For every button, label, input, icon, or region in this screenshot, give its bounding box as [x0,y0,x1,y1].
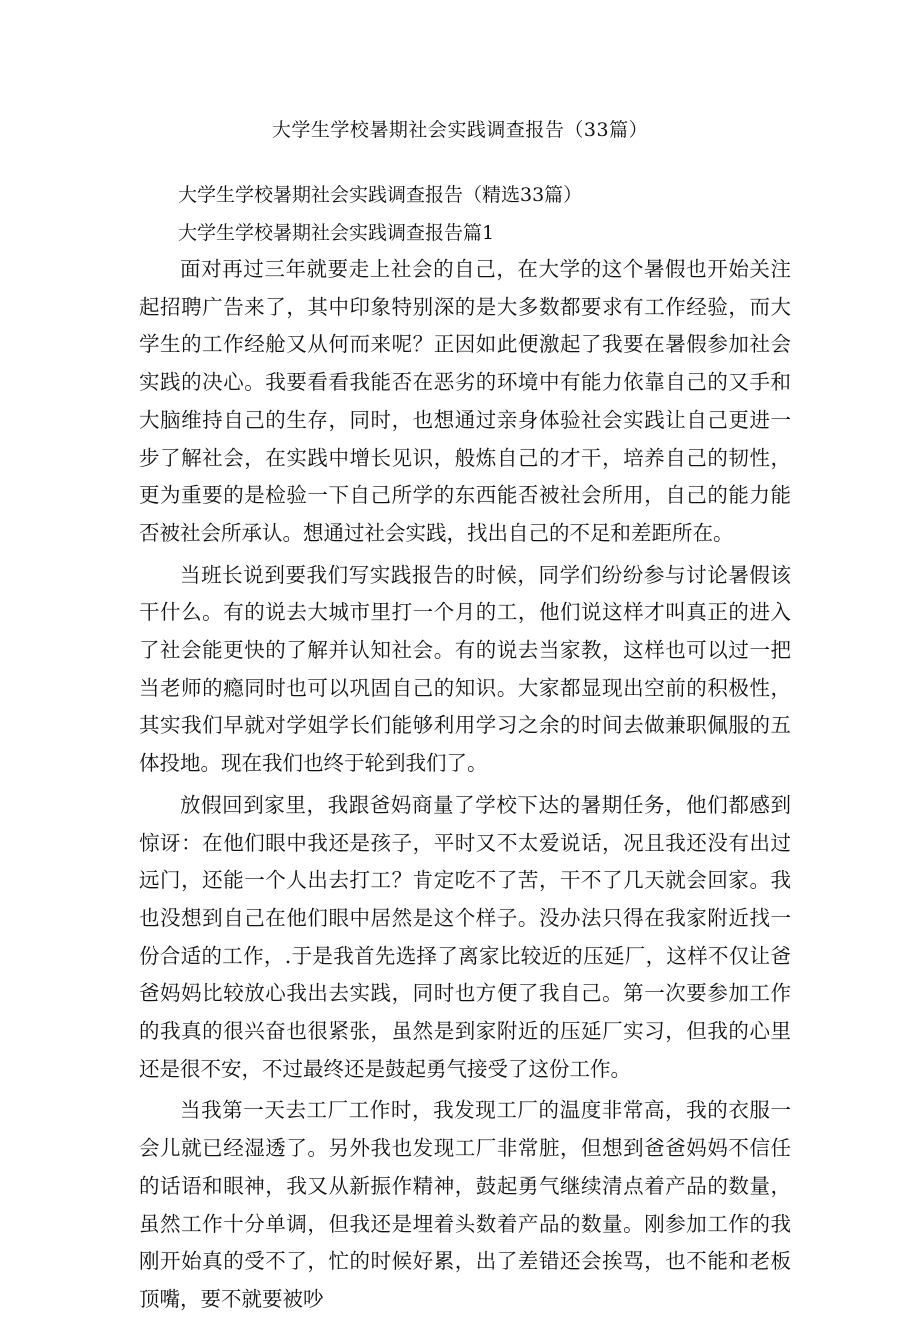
document-title: 大学生学校暑期社会实践调查报告（33篇） [271,119,649,141]
paragraph-2: 当班长说到要我们写实践报告的时候，同学们纷纷参与讨论暑假该干什么。有的说去大城市里打一个月的工，他们说这样才叫真正的进入了社会能更快的了解并认知社会。有的说去当家教，这样也可以过一把当老师的瘾同时也可以巩固自己的知识。大家都显现出空前的积极性，其实我们早就对学姐学长们能够利用学习之余的时间去做兼职佩服的五体投地。现在我们也终于轮到我们了。 [139,562,791,776]
paragraph-1: 面对再过三年就要走上社会的自己，在大学的这个暑假也开始关注起招聘广告来了，其中印象特别深的是大多数都要求有工作经验，而大学生的工作经舱又从何而来呢？正因如此便激起了我要在暑假参加社会实践的决心。我要看看我能否在恶劣的环境中有能力依靠自己的又手和大脑维持自己的生存，同时，也想通过亲身体验社会实践让自己更进一步了解社会，在实践中增长见识，般炼自己的才干，培养自己的韧性，更为重要的是检验一下自己所学的东西能否被社会所用，自己的能力能否被社会所承认。想通过社会实践，找出自己的不足和差距所在。 [139,257,791,545]
body-text [139,251,791,1323]
paragraph-3: 放假回到家里，我跟爸妈商量了学校下达的暑期任务，他们都感到惊讶：在他们眼中我还是孩子，平时又不太爱说话，况且我还没有出过远门，还能一个人出去打工？肯定吃不了苦，干不了几天就会回家。我也没想到自己在他们眼中居然是这个样子。没办法只得在我家附近找一份合适的工作，.于是我首先选择了离家比较近的压延厂，这样不仅让爸爸妈妈比较放心我出去实践，同时也方便了我自己。第一次要参加工作的我真的很兴奋也很紧张，虽然是到家附近的压延厂实习，但我的心里还是很不安，不过最终还是鼓起勇气接受了这份工作。 [139,792,791,1081]
section-heading: 大学生学校暑期社会实践调查报告篇1 [178,222,495,244]
document-subtitle: 大学生学校暑期社会实践调查报告（精选33篇） [178,184,583,206]
paragraph-4: 当我第一天去工厂工作时，我发现工厂的温度非常高，我的衣服一会儿就已经湿透了。另外我也发现工厂非常脏，但想到爸爸妈妈不信任的话语和眼神，我又从新振作精神，鼓起勇气继续清点着产品的数量，虽然工作十分单调，但我还是埋着头数着产品的数量。刚参加工作的我刚开始真的受不了，忙的时候好累，出了差错还会挨骂，也不能和老板顶嘴，要不就要被吵 [139,1098,791,1311]
